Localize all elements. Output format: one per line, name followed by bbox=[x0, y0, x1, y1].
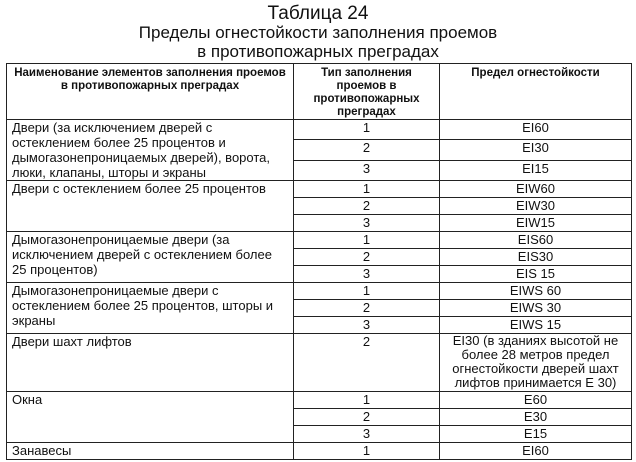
fill-type: 3 bbox=[294, 215, 440, 232]
fire-limit: E30 bbox=[440, 409, 632, 426]
table-row bbox=[7, 283, 632, 300]
fire-limit: EI60 bbox=[440, 120, 632, 140]
table-row bbox=[7, 181, 632, 198]
table-title-line-1: Пределы огнестойкости заполнения проемов bbox=[138, 23, 498, 42]
table-row bbox=[7, 392, 632, 409]
header-type: Тип заполнения проемов в противопожарных преградах bbox=[294, 64, 440, 120]
fill-type: 2 bbox=[294, 409, 440, 426]
fill-type: 2 bbox=[294, 334, 440, 392]
element-name: Дымогазонепроницаемые двери (за исключением дверей с остеклением более 25 процентов) bbox=[7, 232, 294, 283]
element-name: Двери шахт лифтов bbox=[7, 334, 294, 392]
fire-limit: EI30 bbox=[440, 140, 632, 160]
table-title-line-2: в противопожарных преградах bbox=[197, 42, 439, 61]
fire-limit: EIS30 bbox=[440, 249, 632, 266]
element-name: Двери с остеклением более 25 процентов bbox=[7, 181, 294, 232]
element-name: Окна bbox=[7, 392, 294, 443]
fire-limit: EI15 bbox=[440, 160, 632, 180]
fire-resistance-table bbox=[6, 63, 632, 460]
table-number: Таблица 24 bbox=[267, 3, 369, 24]
fire-limit: EIS60 bbox=[440, 232, 632, 249]
fill-type: 2 bbox=[294, 140, 440, 160]
fire-limit: EIW30 bbox=[440, 198, 632, 215]
fill-type: 1 bbox=[294, 120, 440, 140]
element-name: Занавесы bbox=[7, 443, 294, 460]
fill-type: 3 bbox=[294, 426, 440, 443]
fill-type: 1 bbox=[294, 181, 440, 198]
fire-limit: EIWS 30 bbox=[440, 300, 632, 317]
fill-type: 3 bbox=[294, 266, 440, 283]
fill-type: 2 bbox=[294, 300, 440, 317]
fire-limit: EIW15 bbox=[440, 215, 632, 232]
fire-limit: E60 bbox=[440, 392, 632, 409]
fire-limit: EI60 bbox=[440, 443, 632, 460]
fill-type: 1 bbox=[294, 232, 440, 249]
fill-type: 3 bbox=[294, 160, 440, 180]
table-row bbox=[7, 120, 632, 140]
header-row bbox=[7, 64, 632, 120]
element-name: Дымогазонепроницаемые двери с остеклением более 25 процентов, шторы и экраны bbox=[7, 283, 294, 334]
table-row bbox=[7, 443, 632, 460]
fire-limit: EI30 (в зданиях высотой не более 28 метров предел огнестойкости дверей шахт лифтов принимается Е 30) bbox=[440, 334, 632, 392]
fill-type: 1 bbox=[294, 283, 440, 300]
fire-limit: EIWS 60 bbox=[440, 283, 632, 300]
fill-type: 1 bbox=[294, 392, 440, 409]
fire-limit: E15 bbox=[440, 426, 632, 443]
element-name: Двери (за исключением дверей с остеклением более 25 процентов и дымогазонепроницаемых дверей), ворота, люки, клапаны, шторы и экраны bbox=[7, 120, 294, 181]
fire-limit: EIS 15 bbox=[440, 266, 632, 283]
header-name: Наименование элементов заполнения проемов в противопожарных преградах bbox=[7, 64, 294, 120]
fire-limit: EIW60 bbox=[440, 181, 632, 198]
fill-type: 2 bbox=[294, 198, 440, 215]
fill-type: 3 bbox=[294, 317, 440, 334]
table-row bbox=[7, 232, 632, 249]
fire-limit: EIWS 15 bbox=[440, 317, 632, 334]
table-row bbox=[7, 334, 632, 392]
fill-type: 1 bbox=[294, 443, 440, 460]
fill-type: 2 bbox=[294, 249, 440, 266]
header-limit: Предел огнестойкости bbox=[440, 64, 632, 120]
